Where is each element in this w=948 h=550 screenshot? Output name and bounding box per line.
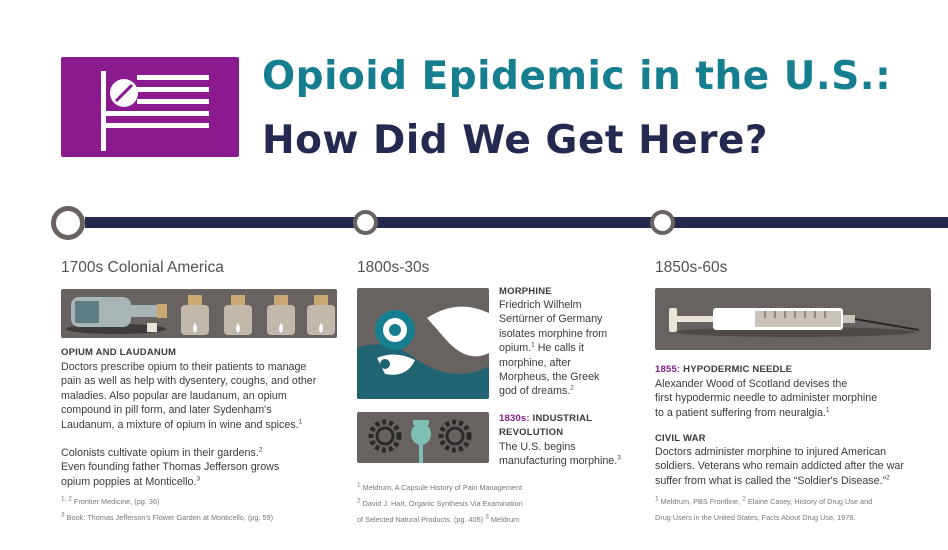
body-line	[655, 474, 904, 488]
gears-and-poppy-illustration	[357, 412, 489, 463]
body-line: Even founding father Thomas Jefferson grows	[61, 461, 280, 474]
footnote	[61, 510, 273, 526]
section-heading-industrial-revolution-line2: REVOLUTION	[499, 427, 564, 438]
paragraph-opium-laudanum	[61, 360, 316, 432]
body-line: Friedrich Wilhelm	[499, 299, 582, 311]
footnote-ref: 3	[61, 511, 65, 519]
body-text: god of dreams.	[499, 385, 571, 398]
body-text: opium poppies at Monticello.	[61, 475, 197, 488]
hypodermic-syringe-illustration	[655, 288, 931, 350]
footnote	[357, 512, 523, 528]
timeline-node-1700s	[51, 206, 85, 240]
body-line: pain as well as help with dysentery, coughs, and other	[61, 375, 317, 388]
footnote-text: of Selected Natural Products. (pg. 405)	[357, 515, 484, 524]
paragraph-hypodermic-needle	[655, 377, 877, 420]
footnote-ref: 1	[825, 406, 830, 414]
body-text: manufacturing morphine.	[499, 455, 618, 468]
timeline-node-1800s	[353, 210, 378, 235]
era-title-1800s: 1800s-30s	[357, 259, 430, 276]
body-line: Morpheus, the Greek	[499, 371, 600, 384]
heading-text: INDUSTRIAL	[529, 413, 593, 424]
body-line: compound in pill form, and later Sydenham's	[61, 404, 272, 417]
body-line: isolates morphine from	[499, 327, 608, 340]
body-line	[61, 418, 316, 432]
footnote-text: Elaine Casey, History of Drug Use and	[747, 497, 873, 506]
footnote-text: Meldrum	[490, 515, 520, 524]
footnote	[357, 496, 523, 512]
body-line: Doctors administer morphine to injured American	[655, 446, 887, 458]
body-line	[499, 454, 621, 468]
footnote	[357, 480, 523, 496]
era-title-1850s: 1850s-60s	[655, 259, 728, 276]
paragraph-colonists	[61, 446, 279, 489]
era-title-1700s: 1700s Colonial America	[61, 259, 224, 276]
footnote-text: David J. Hart, Organic Synthesis Via Examination	[362, 499, 523, 508]
body-line: soldiers. Veterans who remain addicted after the war	[655, 460, 904, 473]
body-line: maladies. Also popular are laudanum, an opium	[61, 389, 287, 402]
body-line: first hypodermic needle to administer morphine	[655, 392, 878, 405]
heading-year: 1830s:	[499, 413, 530, 424]
heading-year: 1855:	[655, 364, 681, 375]
footnote-text: Meldrum, PBS Frontline,	[660, 497, 741, 506]
footnote	[655, 494, 872, 510]
body-line: Sertürner of Germany	[499, 313, 603, 326]
timeline-bar	[85, 217, 948, 228]
paragraph-morphine	[499, 298, 607, 399]
body-line: Alexander Wood of Scotland devises the	[655, 378, 848, 390]
body-text: He calls it	[534, 342, 585, 355]
footnotes-1800s	[357, 480, 523, 528]
footnote-ref: 1	[357, 481, 361, 489]
section-heading-hypodermic-needle	[655, 364, 792, 375]
footnote-ref: 1, 2	[61, 495, 72, 503]
body-line	[61, 475, 279, 489]
body-text: opium.	[499, 342, 532, 355]
footnote-ref: 3	[617, 454, 621, 462]
footnote-text: Meldrum, A Capsule History of Pain Management	[362, 483, 523, 492]
footnotes-1700s	[61, 494, 273, 526]
morpheus-sleeping-figure-illustration	[357, 288, 489, 399]
footnote-text: Frontier Medicine, (pg. 36)	[73, 497, 160, 506]
body-line	[499, 384, 607, 398]
footnote	[655, 510, 872, 526]
section-heading-opium-laudanum: OPIUM AND LAUDANUM	[61, 347, 177, 358]
paragraph-industrial-revolution	[499, 440, 621, 469]
section-heading-civil-war: CIVIL WAR	[655, 433, 706, 444]
timeline-node-1850s	[650, 210, 675, 235]
body-line: Doctors prescribe opium to their patients to manage	[61, 361, 307, 373]
footnote	[61, 494, 273, 510]
footnote-ref: 3	[485, 513, 489, 521]
footnote-ref: 2	[570, 384, 574, 392]
opium-bottles-illustration	[61, 289, 337, 338]
footnote-text: Book: Thomas Jefferson's Flower Garden at Monticello, (pg. 59)	[66, 513, 273, 522]
body-text: suffer from what is called the “Soldier's Disease.”	[655, 474, 887, 487]
body-line: The U.S. begins	[499, 441, 576, 453]
body-line	[61, 446, 279, 460]
body-text: to a patient suffering from neuralgia.	[655, 406, 826, 419]
heading-text: HYPODERMIC NEEDLE	[680, 364, 793, 375]
page-title-line-2: How Did We Get Here?	[262, 118, 769, 163]
footnote-ref: 2	[258, 446, 263, 454]
footnote-ref: 3	[196, 475, 201, 483]
body-line	[655, 406, 877, 420]
footnote-ref: 2	[742, 495, 746, 503]
section-heading-morphine: MORPHINE	[499, 286, 552, 297]
body-text: Colonists cultivate opium in their gardens.	[61, 447, 259, 459]
footnote-text: Drug Users in the United States, Facts About Drug Use, 1978.	[655, 513, 856, 522]
paragraph-civil-war	[655, 445, 904, 488]
footnote-ref: 1	[655, 495, 659, 503]
footnote-ref: 1	[298, 418, 303, 426]
body-text: Laudanum, a mixture of opium in wine and spices.	[61, 418, 299, 431]
page-title-line-1: Opioid Epidemic in the U.S.:	[262, 54, 892, 99]
section-heading-industrial-revolution	[499, 413, 592, 424]
footnote-ref: 2	[886, 474, 890, 482]
footnote-ref: 2	[357, 497, 361, 505]
body-line: morphine, after	[499, 356, 571, 369]
footnotes-1850s	[655, 494, 872, 526]
flag-with-pill-icon	[61, 57, 239, 157]
body-line	[499, 341, 607, 355]
footnote-ref: 1	[531, 341, 535, 349]
